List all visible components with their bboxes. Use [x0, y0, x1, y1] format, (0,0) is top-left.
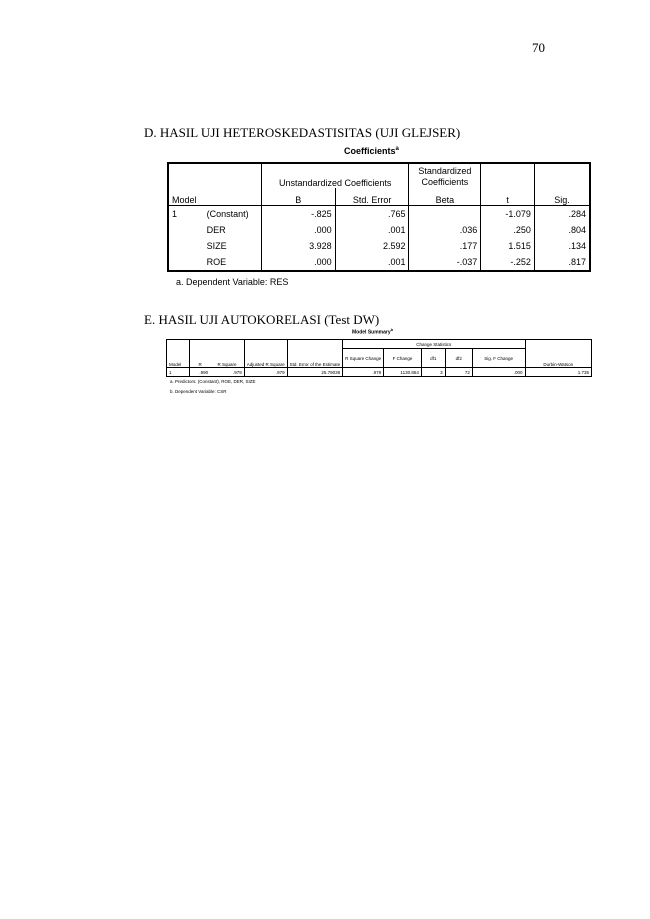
- coefficients-table-title: [344, 146, 399, 156]
- cell-std-error: .001: [335, 254, 409, 271]
- cell-b: .000: [261, 222, 335, 238]
- table-row: [168, 238, 590, 254]
- cell-sig: .804: [568, 225, 586, 235]
- cell-sig: .284: [568, 209, 586, 219]
- cell-model: 1: [172, 209, 178, 219]
- ms-cell-r-square-change: .979: [343, 368, 384, 377]
- ms-header-df1: df1: [421, 349, 445, 368]
- header-unstandardized: Unstandardized Coefficients: [261, 163, 409, 188]
- model-summary-note-dependent: b. Dependent Variable: CSR: [170, 389, 227, 394]
- table-row: [168, 254, 590, 271]
- ms-header-adj-r-square: Adjusted R Square: [244, 340, 287, 368]
- ms-cell-model: 1: [167, 368, 190, 377]
- ms-header-f-change: F Change: [384, 349, 422, 368]
- cell-beta: [409, 206, 481, 223]
- cell-std-error: 2.592: [335, 238, 409, 254]
- coefficients-footnote: a. Dependent Variable: RES: [176, 277, 289, 287]
- cell-sig: .817: [568, 257, 586, 267]
- cell-sig: .134: [568, 241, 586, 251]
- model-summary-title-sup: b: [390, 327, 394, 332]
- ms-cell-r-square: .979: [210, 368, 244, 377]
- ms-header-df2: df2: [445, 349, 472, 368]
- ms-header-model: Model: [167, 340, 190, 368]
- cell-beta: .177: [409, 238, 481, 254]
- header-model: Model: [168, 163, 261, 206]
- ms-cell-f-change: 1130.864: [384, 368, 422, 377]
- cell-t: .250: [481, 222, 535, 238]
- cell-std-error: .765: [335, 206, 409, 223]
- table-row: [167, 368, 592, 377]
- coefficients-table: [167, 162, 591, 272]
- model-summary-title-text: Model Summary: [352, 329, 391, 336]
- ms-header-r: R: [189, 340, 210, 368]
- ms-cell-sig-f-change: .000: [472, 368, 525, 377]
- model-summary-table: [166, 339, 592, 377]
- ms-header-r-square: R Square: [210, 340, 244, 368]
- coefficients-title-sup: a: [395, 146, 399, 152]
- cell-t: 1.515: [481, 238, 535, 254]
- ms-header-durbin-watson: Durbin-Watson: [525, 340, 592, 368]
- ms-cell-durbin-watson: 1.735: [577, 369, 589, 375]
- ms-header-sig-f-change: Sig. F Change: [472, 349, 525, 368]
- cell-variable: (Constant): [204, 206, 262, 223]
- header-t: t: [481, 163, 535, 206]
- ms-header-change-statistics: Change Statistics: [343, 340, 525, 349]
- model-summary-note-predictors: a. Predictors: (Constant), ROE, DER, SIZE: [170, 379, 256, 384]
- cell-model: [168, 238, 204, 254]
- coefficients-title-text: Coefficients: [344, 146, 396, 156]
- ms-header-r-square-change: R Square Change: [343, 349, 384, 368]
- cell-variable: ROE: [204, 254, 262, 271]
- cell-variable: SIZE: [204, 238, 262, 254]
- cell-model: [168, 222, 204, 238]
- ms-cell-std-error: 25.79038: [287, 368, 343, 377]
- model-summary-title: [352, 327, 393, 336]
- cell-t: -.252: [481, 254, 535, 271]
- cell-variable: DER: [204, 222, 262, 238]
- section-d-heading: D. HASIL UJI HETEROSKEDASTISITAS (UJI GLEJSER): [144, 125, 461, 140]
- cell-b: 3.928: [261, 238, 335, 254]
- ms-cell-df1: 3: [421, 368, 445, 377]
- ms-header-std-error: Std. Error of the Estimate: [287, 340, 343, 368]
- header-beta: Beta: [409, 188, 481, 206]
- table-row: [168, 222, 590, 238]
- cell-t: -1.079: [481, 206, 535, 223]
- table-row: [168, 206, 590, 223]
- cell-b: .000: [261, 254, 335, 271]
- header-standardized: Standardized Coefficients: [409, 163, 481, 188]
- model-summary-notes: [170, 377, 256, 397]
- cell-beta: .036: [409, 222, 481, 238]
- cell-b: -.825: [261, 206, 335, 223]
- ms-cell-adj-r-square: .979: [244, 368, 287, 377]
- cell-std-error: .001: [335, 222, 409, 238]
- ms-cell-df2: 72: [445, 368, 472, 377]
- section-e-heading: E. HASIL UJI AUTOKORELASI (Test DW): [144, 312, 380, 327]
- cell-beta: -.037: [409, 254, 481, 271]
- header-sig: Sig.: [534, 163, 590, 206]
- ms-cell-r: .990: [199, 369, 209, 375]
- header-b: B: [261, 188, 335, 206]
- cell-model: [168, 254, 204, 271]
- header-std-error: Std. Error: [335, 188, 409, 206]
- page-number: 70: [532, 40, 545, 55]
